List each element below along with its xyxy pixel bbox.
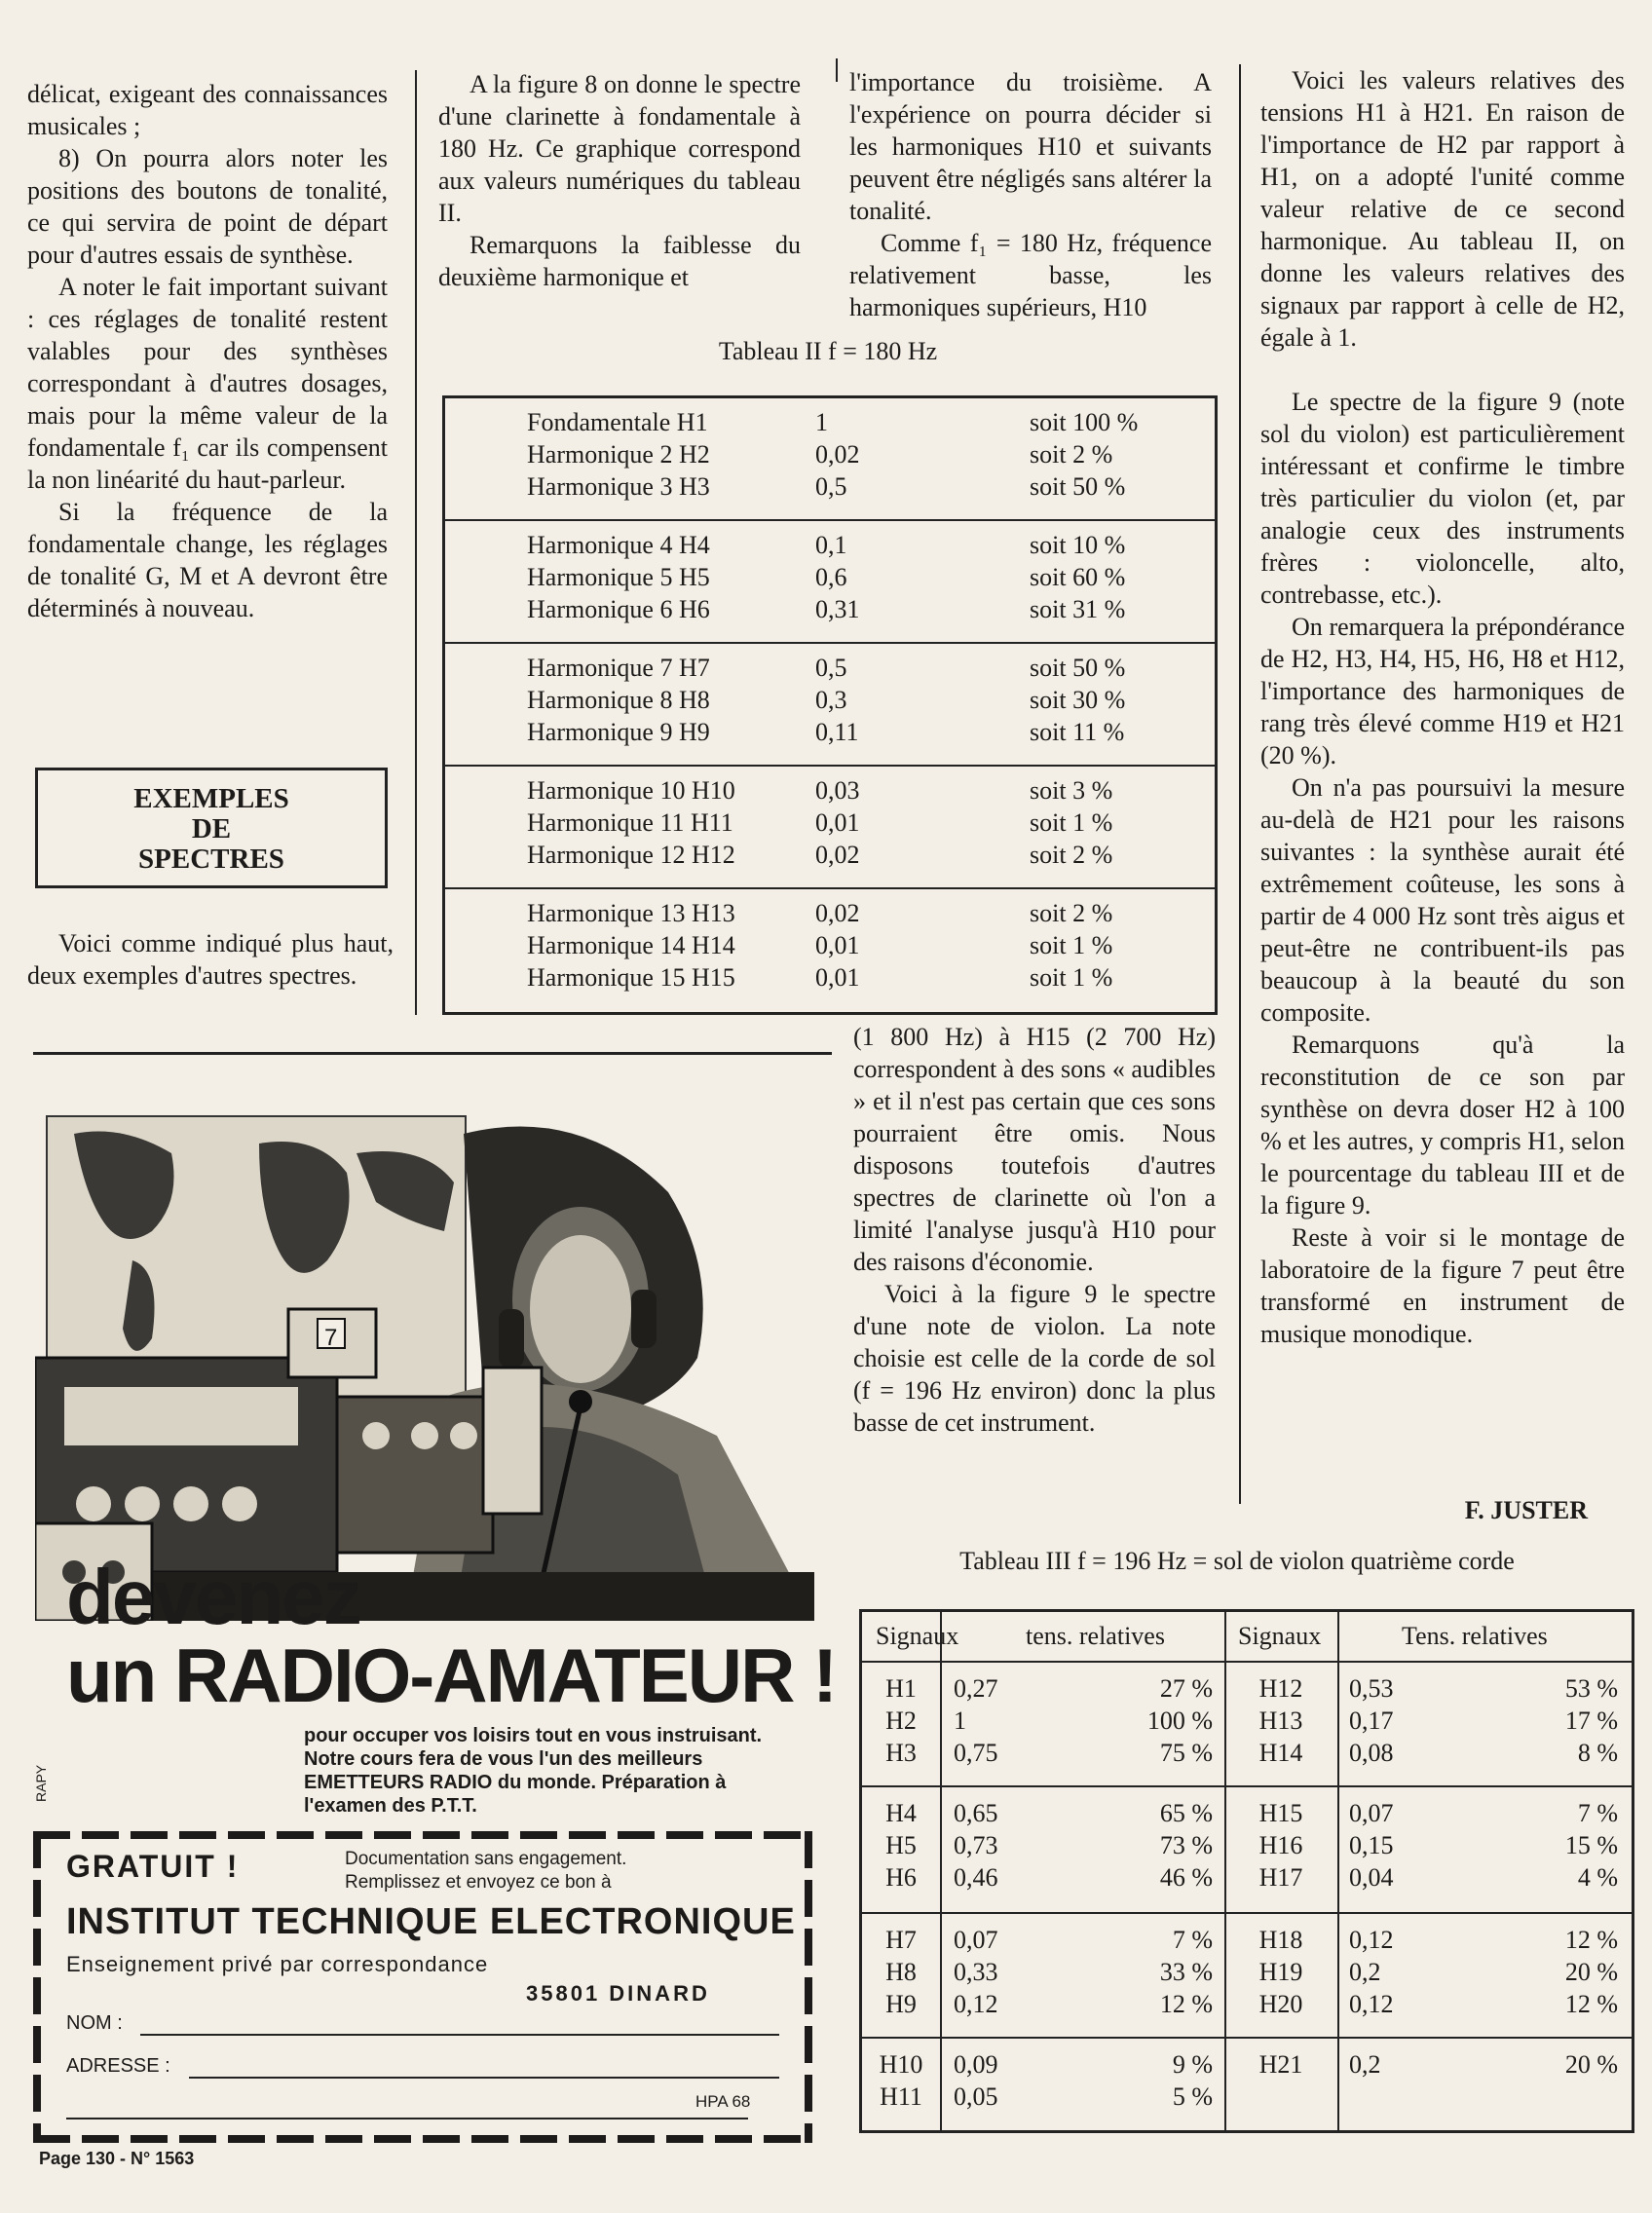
table-2-cell-pct: soit 100 % [1030, 408, 1139, 436]
table-3-cell-sig: H7 [885, 1926, 917, 1954]
table-2-cell-name: Harmonique 13 H13 [527, 899, 735, 927]
table-2-cell-val: 0,5 [815, 472, 847, 501]
table-3-cell-sig: H12 [1258, 1674, 1303, 1703]
table-3-cell-val: 0,09 [954, 2050, 998, 2079]
table-2-cell-name: Harmonique 6 H6 [527, 595, 710, 623]
paragraph: Le spectre de la figure 9 (note sol du violon) est particulièrement intéressant et confirme le timbre très particulier du violon (et, par analogie ceux des instruments frères : violoncelle, alto, contrebasse, etc.). [1260, 388, 1625, 609]
radio-operator-illustration [35, 1114, 814, 1621]
author-signature: F. JUSTER [1464, 1496, 1588, 1524]
table-2-cell-val: 0,11 [815, 718, 859, 746]
table-3-cell-sig: H21 [1258, 2050, 1303, 2079]
table-3-cell-pct: 20 % [1564, 2050, 1618, 2079]
table-3-cell-pct: 46 % [1159, 1863, 1213, 1892]
paragraph: délicat, exigeant des connaissances musicales ; [27, 80, 388, 140]
table-3-cell-sig: H19 [1258, 1958, 1303, 1986]
table-2-group-separator [445, 765, 1215, 767]
table-3-cell-pct: 20 % [1564, 1958, 1618, 1986]
ad-gratuit-note: Documentation sans engagement. [345, 1849, 627, 1869]
table-3-cell-val: 0,08 [1349, 1739, 1394, 1767]
table-3-cell-val: 0,73 [954, 1831, 998, 1859]
paragraph: Remarquons qu'à la reconstitution de ce son par synthèse on devra doser H2 à 100 % et les autres, y compris H1, selon le pourcentage du tableau III et de la figure 9. [1260, 1031, 1625, 1219]
table-3-cell-val: 0,07 [954, 1926, 998, 1954]
table-3-cell-val: 0,75 [954, 1739, 998, 1767]
column-rule [415, 70, 417, 1015]
table-3-cell-pct: 17 % [1564, 1707, 1618, 1735]
page-footer: Page 130 - N° 1563 [39, 2149, 195, 2168]
table-2-cell-name: Harmonique 7 H7 [527, 654, 710, 682]
table-2-cell-val: 0,6 [815, 563, 847, 591]
ad-institute-subtitle: Enseignement privé par correspondance [66, 1952, 489, 1976]
table-3-cell-val: 1 [954, 1707, 966, 1735]
radio-display-digit: 7 [324, 1325, 338, 1351]
table-2-cell-name: Harmonique 15 H15 [527, 963, 735, 992]
table-2-cell-pct: soit 30 % [1030, 686, 1126, 714]
table-2-cell-val: 0,01 [815, 931, 860, 959]
ad-headline-2: un RADIO-AMATEUR ! [66, 1632, 837, 1718]
table-3-cell-sig: H1 [885, 1674, 917, 1703]
table-3-cell-sig: H14 [1258, 1739, 1303, 1767]
table-2-cell-pct: soit 1 % [1030, 963, 1113, 992]
table-3-cell-sig: H6 [885, 1863, 917, 1892]
table-3-cell-sig: H17 [1258, 1863, 1303, 1892]
table-3-cell-sig: H20 [1258, 1990, 1303, 2018]
table-3-cell-pct: 65 % [1159, 1799, 1213, 1827]
column-2 [438, 68, 801, 293]
table-2-cell-name: Harmonique 10 H10 [527, 776, 735, 805]
table-3-cell-val: 0,04 [1349, 1863, 1394, 1892]
paragraph: Si la fréquence de la fondamentale change, les réglages de tonalité G, M et A devront être déterminés à nouveau. [27, 498, 388, 622]
table-2-cell-pct: soit 1 % [1030, 808, 1113, 837]
table-3-cell-val: 0,65 [954, 1799, 998, 1827]
table-2-cell-pct: soit 10 % [1030, 531, 1126, 559]
ad-nom-label: NOM : [66, 2012, 123, 2034]
table-3-cell-val: 0,53 [1349, 1674, 1394, 1703]
table-3-cell-pct: 12 % [1564, 1990, 1618, 2018]
ad-gratuit: GRATUIT ! [66, 1849, 240, 1884]
section-heading-line: EXEMPLES [133, 783, 289, 814]
table-2-cell-pct: soit 3 % [1030, 776, 1113, 805]
paragraph: Comme f₁ = 180 Hz, fréquence relativement basse, les harmoniques supérieurs, H10 [849, 229, 1212, 321]
section-heading-line: SPECTRES [138, 844, 284, 875]
table-3-cell-sig: H9 [885, 1990, 917, 2018]
table-3-cell-val: 0,12 [954, 1990, 998, 2018]
table-2-group-separator [445, 519, 1215, 521]
table-2-caption: Tableau II f = 180 Hz [718, 337, 938, 365]
table-3-cell-pct: 73 % [1159, 1831, 1213, 1859]
ad-city: 35801 DINARD [526, 1981, 710, 2006]
table-3-cell-pct: 33 % [1159, 1958, 1213, 1986]
table-3-cell-val: 0,12 [1349, 1990, 1394, 2018]
table-2-cell-name: Harmonique 3 H3 [527, 472, 710, 501]
table-3-cell-val: 0,46 [954, 1863, 998, 1892]
table-3-header: Signaux [876, 1622, 959, 1650]
table-3-cell-sig: H8 [885, 1958, 917, 1986]
table-3-cell-pct: 27 % [1159, 1674, 1213, 1703]
table-2-cell-name: Fondamentale H1 [527, 408, 708, 436]
column-3-top [849, 66, 1212, 323]
table-3-cell-sig: H18 [1258, 1926, 1303, 1954]
table-3-cell-pct: 9 % [1172, 2050, 1213, 2079]
table-2-cell-val: 0,3 [815, 686, 847, 714]
paragraph: Voici comme indiqué plus haut, deux exemples d'autres spectres. [27, 929, 394, 990]
table-3-cell-pct: 15 % [1564, 1831, 1618, 1859]
table-2-cell-name: Harmonique 4 H4 [527, 531, 710, 559]
paragraph: On n'a pas poursuivi la mesure au-delà de H21 pour les raisons suivantes : la synthèse aurait été extrêmement coûteuse, les sons à partir de 4 000 Hz sont très aigus et peut-être ne contribuent-ils pas beaucoup à la beauté du son composite. [1260, 773, 1625, 1027]
table-3-cell-val: 0,15 [1349, 1831, 1394, 1859]
ad-credit: RAPY [33, 1764, 49, 1802]
table-3-header: Signaux [1238, 1622, 1322, 1650]
table-2-cell-name: Harmonique 14 H14 [527, 931, 735, 959]
table-2-cell-pct: soit 2 % [1030, 899, 1113, 927]
nom-field-line[interactable] [140, 2034, 779, 2036]
table-2-cell-val: 0,5 [815, 654, 847, 682]
table-3-cell-sig: H3 [885, 1739, 917, 1767]
table-3-cell-pct: 5 % [1172, 2082, 1213, 2111]
paragraph: A noter le fait important suivant : ces réglages de tonalité restent valables pour des synthèses correspondant à d'autres dosages, mais pour la même valeur de la fondamentale f₁ car ils compensent la non linéarité du haut-parleur. [27, 273, 388, 494]
table-2-cell-val: 0,31 [815, 595, 860, 623]
table-3-cell-pct: 12 % [1159, 1990, 1213, 2018]
table-3-cell-val: 0,33 [954, 1958, 998, 1986]
table-2-cell-name: Harmonique 9 H9 [527, 718, 710, 746]
radio-amateur-advertisement [33, 1052, 837, 2153]
table-2-cell-val: 0,02 [815, 841, 860, 869]
table-3-cell-pct: 75 % [1159, 1739, 1213, 1767]
paragraph: 8) On pourra alors noter les positions des boutons de tonalité, ce qui servira de point de départ pour d'autres essais de synthèse. [27, 144, 388, 269]
column-4 [1260, 64, 1625, 1350]
table-3-cell-sig: H15 [1258, 1799, 1303, 1827]
paragraph: (1 800 Hz) à H15 (2 700 Hz) correspondent à des sons « audibles » et il n'est pas certain que ces sons pourraient être omis. Nous disposons toutefois d'autres spectres de clarinette où l'on a limité l'analyse jusqu'à H10 pour des raisons d'économie. [853, 1023, 1216, 1276]
table-2-cell-pct: soit 11 % [1030, 718, 1125, 746]
table-3-cell-pct: 4 % [1577, 1863, 1618, 1892]
table-3-header: tens. relatives [1026, 1622, 1165, 1650]
table-2-cell-pct: soit 60 % [1030, 563, 1126, 591]
third-field-line[interactable] [66, 2118, 748, 2119]
table-2 [442, 395, 1218, 1015]
table-2-group-separator [445, 642, 1215, 644]
table-3-cell-val: 0,2 [1349, 1958, 1381, 1986]
table-2-cell-val: 1 [815, 408, 828, 436]
table-2-cell-pct: soit 50 % [1030, 472, 1126, 501]
table-2-cell-pct: soit 50 % [1030, 654, 1126, 682]
paragraph: On remarquera la prépondérance de H2, H3, H4, H5, H6, H8 et H12, l'importance des harmoniques de rang très élevé comme H19 et H21 (20 %). [1260, 613, 1625, 769]
table-2-cell-name: Harmonique 8 H8 [527, 686, 710, 714]
table-2-cell-val: 0,01 [815, 963, 860, 992]
ad-body-text: pour occuper vos loisirs tout en vous instruisant. Notre cours fera de vous l'un des meilleurs EMETTEURS RADIO du monde. Préparation à l'examen des P.T.T. [304, 1725, 763, 1817]
column-rule [836, 58, 838, 82]
table-3-cell-sig: H16 [1258, 1831, 1303, 1859]
table-3-cell-sig: H2 [885, 1707, 917, 1735]
column-rule [1239, 64, 1241, 1504]
table-3-cell-val: 0,27 [954, 1674, 998, 1703]
table-3-cell-sig: H13 [1258, 1707, 1303, 1735]
paragraph: Remarquons la faiblesse du deuxième harmonique et [438, 231, 801, 291]
table-2-cell-name: Harmonique 12 H12 [527, 841, 735, 869]
ad-institute-name: INSTITUT TECHNIQUE ELECTRONIQUE [66, 1901, 796, 1942]
table-3-cell-sig: H4 [885, 1799, 917, 1827]
table-3-cell-sig: H10 [879, 2050, 923, 2079]
paragraph: A la figure 8 on donne le spectre d'une clarinette à fondamentale à 180 Hz. Ce graphique correspond aux valeurs numériques du tableau II. [438, 70, 801, 227]
paragraph: Voici à la figure 9 le spectre d'une note de violon. La note choisie est celle de la corde de sol (f = 196 Hz environ) donc la plus basse de cet instrument. [853, 1280, 1216, 1437]
paragraph: Reste à voir si le montage de laboratoire de la figure 7 peut être transformé en instrument de musique monodique. [1260, 1223, 1625, 1348]
ad-code: HPA 68 [695, 2092, 751, 2111]
table-3-header: Tens. relatives [1402, 1622, 1548, 1650]
table-2-cell-pct: soit 2 % [1030, 440, 1113, 469]
table-2-cell-name: Harmonique 2 H2 [527, 440, 710, 469]
ad-gratuit-note: Remplissez et envoyez ce bon à [345, 1872, 612, 1893]
table-2-cell-pct: soit 2 % [1030, 841, 1113, 869]
table-3-cell-pct: 53 % [1564, 1674, 1618, 1703]
table-3-cell-val: 0,17 [1349, 1707, 1394, 1735]
column-1 [27, 78, 388, 624]
table-2-cell-val: 0,03 [815, 776, 860, 805]
section-heading-box [35, 768, 388, 888]
table-2-cell-val: 0,02 [815, 899, 860, 927]
table-3-cell-pct: 12 % [1564, 1926, 1618, 1954]
table-3-cell-pct: 7 % [1577, 1799, 1618, 1827]
table-3-cell-sig: H11 [880, 2082, 922, 2111]
table-3-caption: Tableau III f = 196 Hz = sol de violon quatrième corde [959, 1547, 1515, 1575]
table-3-cell-val: 0,2 [1349, 2050, 1381, 2079]
table-2-cell-name: Harmonique 5 H5 [527, 563, 710, 591]
table-2-cell-pct: soit 31 % [1030, 595, 1126, 623]
table-2-cell-name: Harmonique 11 H11 [527, 808, 733, 837]
table-2-cell-pct: soit 1 % [1030, 931, 1113, 959]
table-3-cell-pct: 8 % [1577, 1739, 1618, 1767]
table-2-group-separator [445, 887, 1215, 889]
column-1-bottom [27, 927, 394, 992]
paragraph: Voici les valeurs relatives des tensions H1 à H21. En raison de l'importance de H2 par rapport à H1, on a adopté l'unité comme valeur relative de ce second harmonique. Au tableau II, on donne les valeurs relatives des signaux par rapport à celle de H2, égale à 1. [1260, 66, 1625, 352]
table-3-cell-val: 0,07 [1349, 1799, 1394, 1827]
table-3 [859, 1609, 1634, 2133]
section-heading-line: DE [191, 813, 232, 844]
ad-adresse-label: ADRESSE : [66, 2055, 170, 2077]
table-2-cell-val: 0,02 [815, 440, 860, 469]
table-3-cell-val: 0,12 [1349, 1926, 1394, 1954]
table-3-cell-pct: 100 % [1146, 1707, 1213, 1735]
table-3-cell-pct: 7 % [1172, 1926, 1213, 1954]
column-3-bottom [853, 1021, 1216, 1439]
table-2-cell-val: 0,1 [815, 531, 847, 559]
table-3-cell-val: 0,05 [954, 2082, 998, 2111]
paragraph: l'importance du troisième. A l'expérience on pourra décider si les harmoniques H10 et suivants peuvent être négligés sans altérer la tonalité. [849, 68, 1212, 225]
ad-headline-1: devenez [66, 1554, 360, 1640]
table-3-cell-sig: H5 [885, 1831, 917, 1859]
adresse-field-line[interactable] [189, 2077, 779, 2079]
table-2-cell-val: 0,01 [815, 808, 860, 837]
